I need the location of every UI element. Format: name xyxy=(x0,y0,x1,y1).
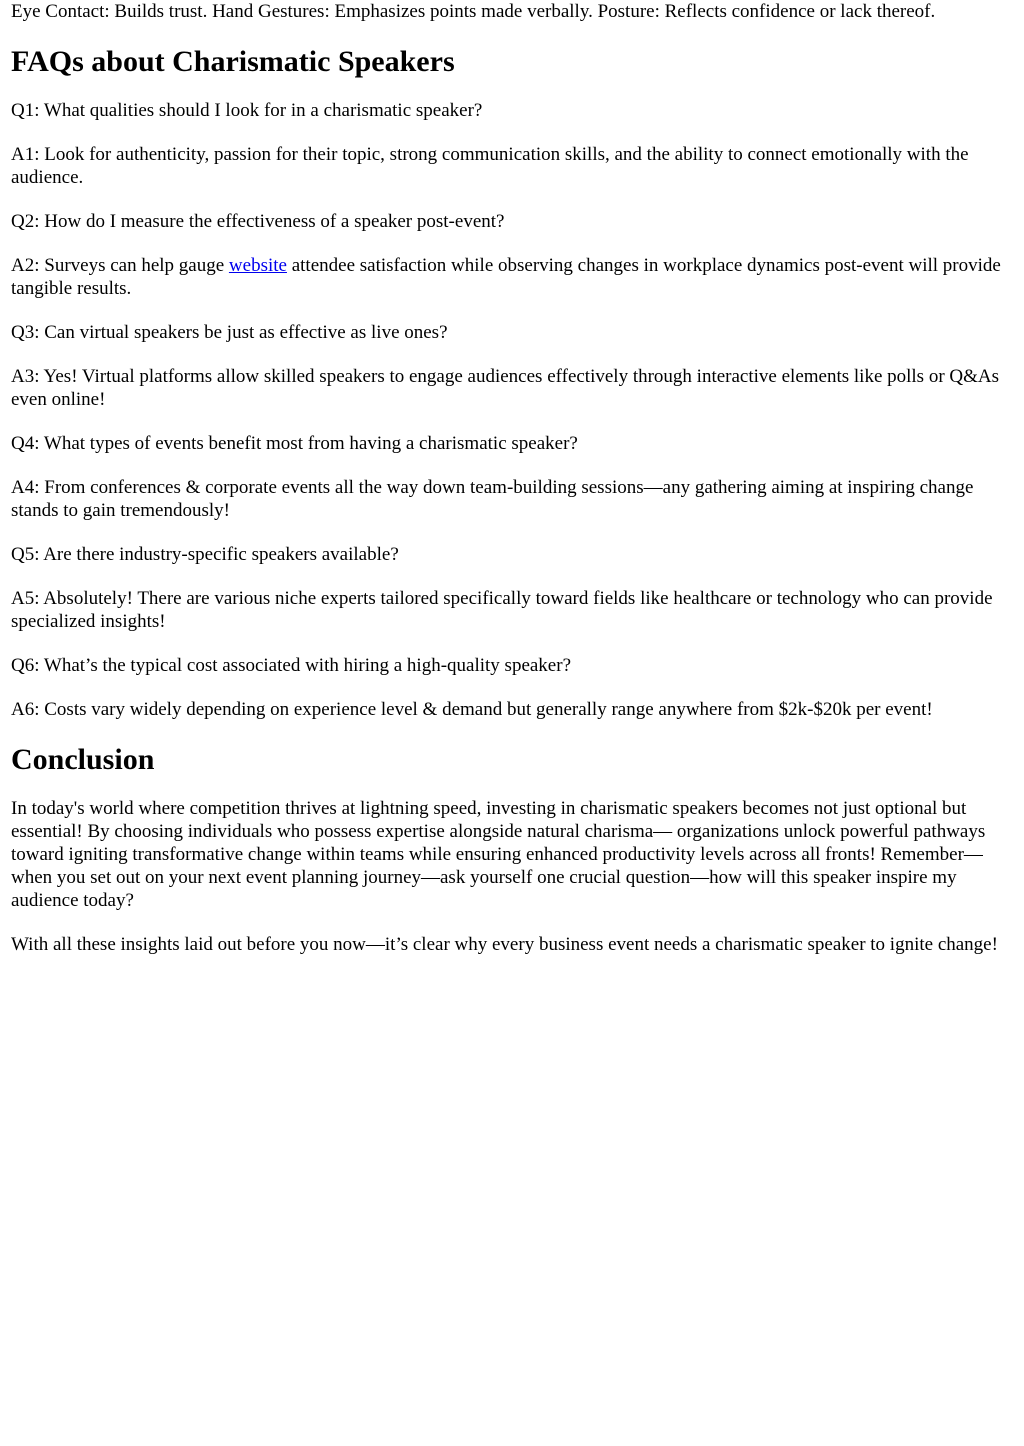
faq-answer-5: A5: Absolutely! There are various niche experts tailored specifically toward fields like healthcare or technology who can provide specialized insights! xyxy=(11,588,993,632)
conclusion-paragraph-1: In today's world where competition thrives at lightning speed, investing in charismatic speakers becomes not just optional but essential! By choosing individuals who possess expertise alongside natural charisma— organizations unlock powerful pathways toward igniting transformative change within teams while ensuring enhanced productivity levels across all fronts! Remember—when you set out on your next event planning journey—ask yourself one crucial question—how will this speaker inspire my audience today? xyxy=(11,798,986,911)
website-link[interactable]: website xyxy=(228,255,287,276)
faq-question-6: Q6: What’s the typical cost associated with hiring a high-quality speaker? xyxy=(11,655,571,676)
faq-answer-2 xyxy=(11,254,1015,300)
faq-question-2: Q2: How do I measure the effectiveness of a speaker post-event? xyxy=(11,211,505,232)
intro-paragraph: Eye Contact: Builds trust. Hand Gestures: Emphasizes points made verbally. Posture: Reflects confidence or lack thereof. xyxy=(11,1,936,22)
faq-answer-1: A1: Look for authenticity, passion for their topic, strong communication skills, and the ability to connect emotionally with the audience. xyxy=(11,144,969,188)
faq-answer-2-text-before: A2: Surveys can help gauge xyxy=(11,255,229,276)
faq-question-4: Q4: What types of events benefit most from having a charismatic speaker? xyxy=(11,433,578,454)
conclusion-paragraph-2: With all these insights laid out before you now—it’s clear why every business event needs a charismatic speaker to ignite change! xyxy=(11,934,998,955)
faq-question-1: Q1: What qualities should I look for in a charismatic speaker? xyxy=(11,100,483,121)
faq-answer-3: A3: Yes! Virtual platforms allow skilled speakers to engage audiences effectively through interactive elements like polls or Q&As even online! xyxy=(11,366,1000,410)
faq-question-5: Q5: Are there industry-specific speakers available? xyxy=(11,544,399,565)
faq-question-3: Q3: Can virtual speakers be just as effective as live ones? xyxy=(11,322,448,343)
conclusion-heading: Conclusion xyxy=(11,743,155,776)
faq-answer-2-text-after: attendee satisfaction while observing changes in workplace dynamics post-event will provide tangible results. xyxy=(11,255,1001,299)
faqs-heading: FAQs about Charismatic Speakers xyxy=(11,45,455,78)
faq-answer-6: A6: Costs vary widely depending on experience level & demand but generally range anywhere from $2k-$20k per event! xyxy=(11,699,933,720)
faq-answer-4: A4: From conferences & corporate events all the way down team-building sessions—any gathering aiming at inspiring change stands to gain tremendously! xyxy=(11,477,974,521)
